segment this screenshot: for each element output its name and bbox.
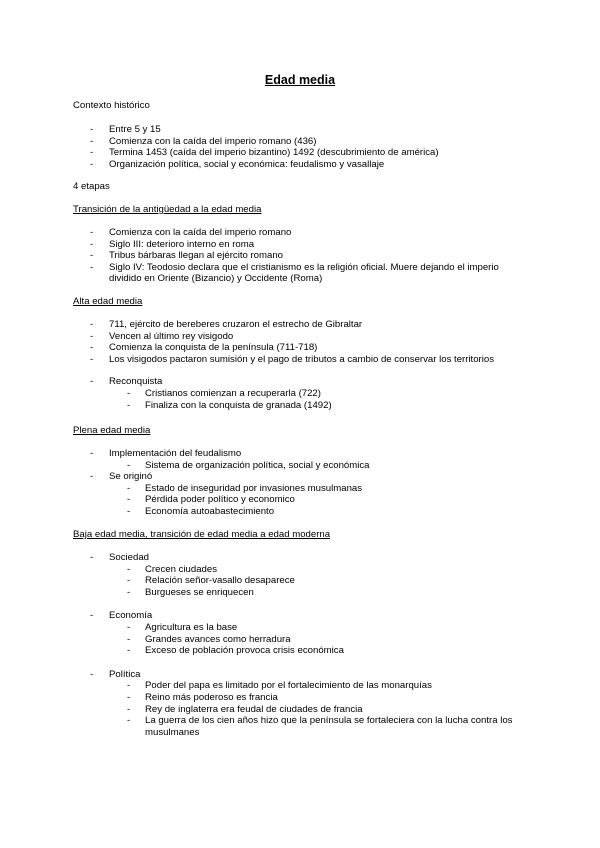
list-item: - Siglo IV: Teodosio declara que el cristianismo es la religión oficial. Muere dejando el imperio dividido en Oriente (Bizancio) y Occidente (Roma)	[73, 262, 533, 285]
section-alta	[73, 296, 533, 411]
sub-list-item: - Estado de inseguridad por invasiones musulmanas	[73, 483, 533, 495]
sub-list-item: - Pérdida poder político y economico	[73, 494, 533, 506]
contexto-list	[73, 124, 533, 170]
politica-list	[73, 669, 533, 739]
transicion-list	[73, 227, 533, 285]
section-baja	[73, 529, 533, 738]
section-plena	[73, 425, 533, 518]
sub-list-item: - La guerra de los cien años hizo que la península se fortaleciera con la lucha contra los musulmanes	[73, 715, 533, 738]
alta-list	[73, 319, 533, 365]
sub-list-item: - Poder del papa es limitado por el fortalecimiento de las monarquías	[73, 680, 533, 692]
section-heading-transicion: Transición de la antigüedad a la edad media	[73, 204, 262, 215]
list-item: - Comienza con la caída del imperio romano	[73, 227, 533, 239]
section-heading-plena: Plena edad media	[73, 425, 151, 436]
section-heading-baja: Baja edad media, transición de edad media a edad moderna	[73, 529, 331, 540]
sub-list-item: - Grandes avances como herradura	[73, 634, 533, 646]
list-item: - Tribus bárbaras llegan al ejército romano	[73, 250, 533, 262]
list-item: - 711, ejército de bereberes cruzaron el estrecho de Gibraltar	[73, 319, 533, 331]
sub-list-item: - Finaliza con la conquista de granada (1492)	[73, 400, 533, 412]
list-item: - Los visigodos pactaron sumisión y el pago de tributos a cambio de conservar los territorios	[73, 354, 533, 366]
section-contexto	[73, 100, 533, 170]
plena-list	[73, 448, 533, 518]
sub-list-item: - Crecen ciudades	[73, 564, 533, 576]
list-item-politica: - Política	[73, 669, 533, 681]
etapas-heading: 4 etapas	[73, 181, 110, 192]
reconquista-list	[73, 376, 533, 411]
sub-list-item: - Economía autoabastecimiento	[73, 506, 533, 518]
section-transicion	[73, 204, 533, 285]
sub-list-item: - Rey de inglaterra era feudal de ciudades de francia	[73, 704, 533, 716]
sub-list-item: - Reino más poderoso es francia	[73, 692, 533, 704]
section-heading-alta: Alta edad media	[73, 296, 143, 307]
sub-list-item: - Relación señor-vasallo desaparece	[73, 575, 533, 587]
sub-list-item: - Burgueses se enriquecen	[73, 587, 533, 599]
sub-list-item: - Agricultura es la base	[73, 622, 533, 634]
list-item-implementacion: - Implementación del feudalismo	[73, 448, 533, 460]
sub-list-item: - Sistema de organización política, social y económica	[73, 460, 533, 472]
list-item-origino: - Se originó	[73, 471, 533, 483]
list-item: - Vencen al último rey visigodo	[73, 331, 533, 343]
sociedad-list	[73, 552, 533, 598]
section-heading-contexto: Contexto histórico	[73, 100, 150, 111]
list-item: - Entre 5 y 15	[73, 124, 533, 136]
list-item: - Comienza la conquista de la península (711-718)	[73, 342, 533, 354]
economia-list	[73, 610, 533, 656]
list-item: - Siglo III: deterioro interno en roma	[73, 239, 533, 251]
list-item: - Organización política, social y económica: feudalismo y vasallaje	[73, 159, 533, 171]
sub-list-item: - Exceso de población provoca crisis económica	[73, 645, 533, 657]
list-item-economia: - Economía	[73, 610, 533, 622]
sub-list-item: - Cristianos comienzan a recuperarla (722)	[73, 388, 533, 400]
list-item-sociedad: - Sociedad	[73, 552, 533, 564]
section-etapas	[73, 181, 533, 193]
list-item-reconquista: - Reconquista	[73, 376, 533, 388]
list-item: - Comienza con la caída del imperio romano (436)	[73, 136, 533, 148]
document-title: Edad media	[264, 73, 336, 87]
list-item: - Termina 1453 (caída del imperio bizantino) 1492 (descubrimiento de américa)	[73, 147, 533, 159]
